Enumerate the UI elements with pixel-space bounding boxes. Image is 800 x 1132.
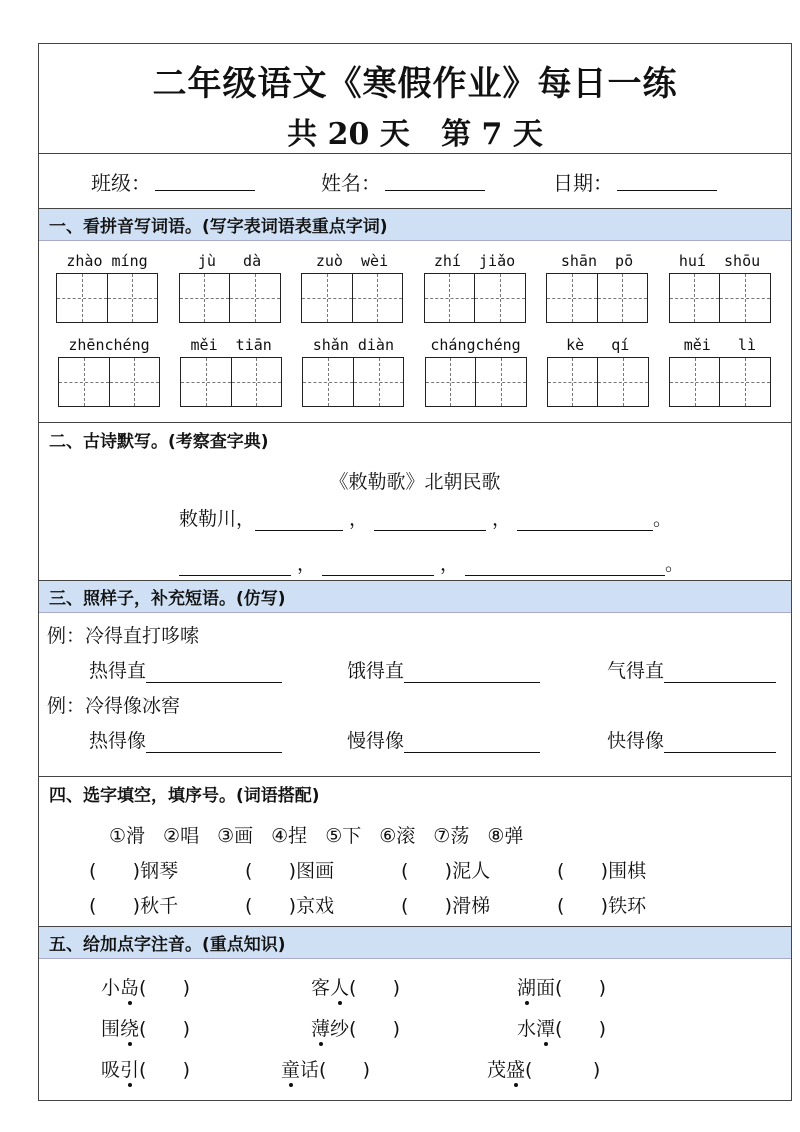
- name-field[interactable]: [385, 171, 485, 191]
- answer-paren: ( ): [349, 977, 401, 999]
- dotted-char: 盛: [506, 1059, 526, 1081]
- pinyin-text: chángchéng: [430, 336, 521, 354]
- phrase-blank[interactable]: [664, 663, 776, 683]
- answer-paren: ( ): [319, 1059, 371, 1081]
- pinyin-row-1: [39, 249, 791, 323]
- pinyin-text: zhēnchéng: [68, 336, 150, 354]
- annotate-item[interactable]: [101, 1014, 311, 1041]
- match-item[interactable]: ( )秋千: [89, 895, 179, 917]
- match-item[interactable]: ( )钢琴: [89, 860, 179, 882]
- writing-grid[interactable]: [180, 357, 282, 407]
- pinyin-text: huí shōu: [678, 252, 761, 270]
- pinyin-item: [547, 333, 668, 407]
- comma: ，: [492, 508, 512, 530]
- class-label: 班级：: [91, 170, 151, 195]
- match-item[interactable]: ( )图画: [245, 860, 335, 882]
- writing-grid[interactable]: [302, 357, 404, 407]
- writing-grid[interactable]: [425, 357, 527, 407]
- section-5-heading: 五、给加点字注音。(重点知识): [39, 927, 791, 959]
- section-4-heading: 四、选字填空，填序号。(词语搭配): [39, 777, 791, 809]
- pinyin-text: shǎn diàn: [312, 336, 394, 354]
- char: 围: [101, 1018, 121, 1040]
- section-poem: [39, 423, 791, 581]
- answer-paren: ( ): [349, 1018, 401, 1040]
- annotate-row-1: [39, 973, 791, 1000]
- name-label: 姓名：: [321, 170, 381, 195]
- match-item[interactable]: ( )泥人: [401, 860, 491, 882]
- annotate-item[interactable]: [487, 1055, 600, 1082]
- poem-blank[interactable]: [322, 556, 434, 576]
- pinyin-text: kè qí: [566, 336, 630, 354]
- phrase-blank[interactable]: [404, 663, 540, 683]
- pinyin-text: zuò wèi: [315, 252, 389, 270]
- class-field[interactable]: [155, 171, 255, 191]
- poem-line-start: 敕勒川，: [179, 508, 256, 530]
- period: 。: [665, 553, 685, 575]
- option: ④捏: [271, 825, 308, 847]
- writing-grid[interactable]: [56, 273, 158, 323]
- phrase-prefix: 气得直: [607, 660, 665, 682]
- option: ⑦荡: [433, 825, 470, 847]
- answer-paren: ( ): [139, 977, 191, 999]
- dotted-char: 引: [120, 1059, 140, 1081]
- char: 纱: [330, 1018, 350, 1040]
- pinyin-item: [58, 333, 179, 407]
- writing-grid[interactable]: [58, 357, 160, 407]
- annotate-item[interactable]: [101, 973, 311, 1000]
- section-2-heading: 二、古诗默写。(考察查字典): [39, 423, 791, 455]
- option: ⑥滚: [379, 825, 416, 847]
- match-row-2: [39, 891, 791, 918]
- poem-blank[interactable]: [179, 556, 291, 576]
- phrase-prefix: 热得像: [89, 730, 147, 752]
- poem-line-2: [39, 549, 791, 576]
- dotted-char: 湖: [517, 977, 537, 999]
- section-pinyin: [39, 209, 791, 423]
- writing-grid[interactable]: [546, 273, 648, 323]
- annotate-row-3: [39, 1055, 791, 1082]
- dotted-char: 潭: [536, 1018, 556, 1040]
- annotate-item[interactable]: [311, 1014, 517, 1041]
- dotted-char: 童: [281, 1059, 301, 1081]
- date-label: 日期：: [553, 170, 613, 195]
- match-item[interactable]: ( )滑梯: [401, 895, 491, 917]
- poem-line-1: [39, 504, 791, 531]
- char: 客: [311, 977, 331, 999]
- pinyin-item: [301, 249, 423, 323]
- annotate-row-2: [39, 1014, 791, 1041]
- char: 话: [300, 1059, 320, 1081]
- option: ⑤下: [325, 825, 362, 847]
- pinyin-text: měi tiān: [190, 336, 272, 354]
- writing-grid[interactable]: [179, 273, 281, 323]
- option: ③画: [217, 825, 254, 847]
- pinyin-item: [669, 249, 791, 323]
- phrase-prefix: 饿得直: [347, 660, 405, 682]
- option: ①滑: [109, 825, 146, 847]
- char: 吸: [101, 1059, 121, 1081]
- pinyin-text: měi lì: [683, 336, 756, 354]
- writing-grid[interactable]: [669, 273, 771, 323]
- dotted-char: 薄: [311, 1018, 331, 1040]
- annotate-item[interactable]: [517, 973, 606, 1000]
- fill-row-1: [39, 656, 791, 683]
- writing-grid[interactable]: [424, 273, 526, 323]
- pinyin-text: jù dà: [197, 252, 262, 270]
- student-info-row: [39, 154, 791, 209]
- writing-grid[interactable]: [547, 357, 649, 407]
- writing-grid[interactable]: [669, 357, 771, 407]
- phrase-blank[interactable]: [146, 663, 282, 683]
- option: ⑧弹: [487, 825, 524, 847]
- phrase-prefix: 快得像: [607, 730, 665, 752]
- char: 水: [517, 1018, 537, 1040]
- poem-blank[interactable]: [255, 511, 343, 531]
- section-pinyin-annotate: [39, 927, 791, 1082]
- pinyin-text: shān pō: [560, 252, 634, 270]
- annotate-item[interactable]: [311, 973, 517, 1000]
- phrase-blank[interactable]: [146, 733, 282, 753]
- pinyin-item: [424, 249, 546, 323]
- pinyin-item: [302, 333, 423, 407]
- phrase-prefix: 热得直: [89, 660, 147, 682]
- fill-row-2: [39, 726, 791, 753]
- period: 。: [653, 508, 673, 530]
- annotate-item[interactable]: [281, 1055, 487, 1082]
- char: 茂: [487, 1059, 507, 1081]
- match-row-1: [39, 856, 791, 883]
- section-1-heading: 一、看拼音写词语。(写字表词语表重点字词): [39, 209, 791, 241]
- writing-grid[interactable]: [301, 273, 403, 323]
- example-2: 例：冷得像冰窖: [47, 695, 181, 717]
- annotate-item[interactable]: [517, 1014, 606, 1041]
- date-field[interactable]: [617, 171, 717, 191]
- match-item[interactable]: ( )围棋: [557, 860, 647, 882]
- phrase-prefix: 慢得像: [347, 730, 405, 752]
- poem-title: 《敕勒歌》北朝民歌: [329, 471, 501, 493]
- poem-blank[interactable]: [465, 556, 665, 576]
- phrase-blank[interactable]: [404, 733, 540, 753]
- char: 小: [101, 977, 121, 999]
- page-subtitle: 共 20 天 第 7 天: [287, 117, 543, 152]
- comma: ，: [349, 508, 369, 530]
- answer-paren: ( ): [139, 1059, 191, 1081]
- answer-paren: ( ): [555, 1018, 607, 1040]
- char: 面: [536, 977, 556, 999]
- pinyin-item: [56, 249, 178, 323]
- example-1: 例：冷得直打哆嗦: [47, 625, 200, 647]
- pinyin-item: [669, 333, 790, 407]
- worksheet: [38, 43, 792, 1101]
- section-phrases: [39, 581, 791, 777]
- match-item[interactable]: ( )铁环: [557, 895, 647, 917]
- section-choose: [39, 777, 791, 927]
- answer-paren: ( ): [555, 977, 607, 999]
- dotted-char: 岛: [120, 977, 140, 999]
- option-list: [39, 821, 791, 848]
- annotate-item[interactable]: [101, 1055, 281, 1082]
- answer-paren: ( ): [139, 1018, 191, 1040]
- comma: ，: [297, 553, 317, 575]
- page-title: 二年级语文《寒假作业》每日一练: [152, 64, 678, 104]
- poem-blank[interactable]: [374, 511, 486, 531]
- pinyin-item: [180, 333, 301, 407]
- poem-blank[interactable]: [517, 511, 653, 531]
- dotted-char: 人: [330, 977, 350, 999]
- pinyin-row-2: [39, 333, 791, 407]
- answer-paren: ( ): [525, 1059, 601, 1081]
- option: ②唱: [163, 825, 200, 847]
- pinyin-item: [546, 249, 668, 323]
- pinyin-text: zhào míng: [66, 252, 148, 270]
- section-3-heading: 三、照样子，补充短语。(仿写): [39, 581, 791, 613]
- comma: ，: [440, 553, 460, 575]
- dotted-char: 绕: [120, 1018, 140, 1040]
- pinyin-item: [425, 333, 546, 407]
- pinyin-text: zhí jiǎo: [433, 252, 516, 270]
- title-box: [39, 44, 791, 154]
- match-item[interactable]: ( )京戏: [245, 895, 335, 917]
- pinyin-item: [179, 249, 301, 323]
- phrase-blank[interactable]: [664, 733, 776, 753]
